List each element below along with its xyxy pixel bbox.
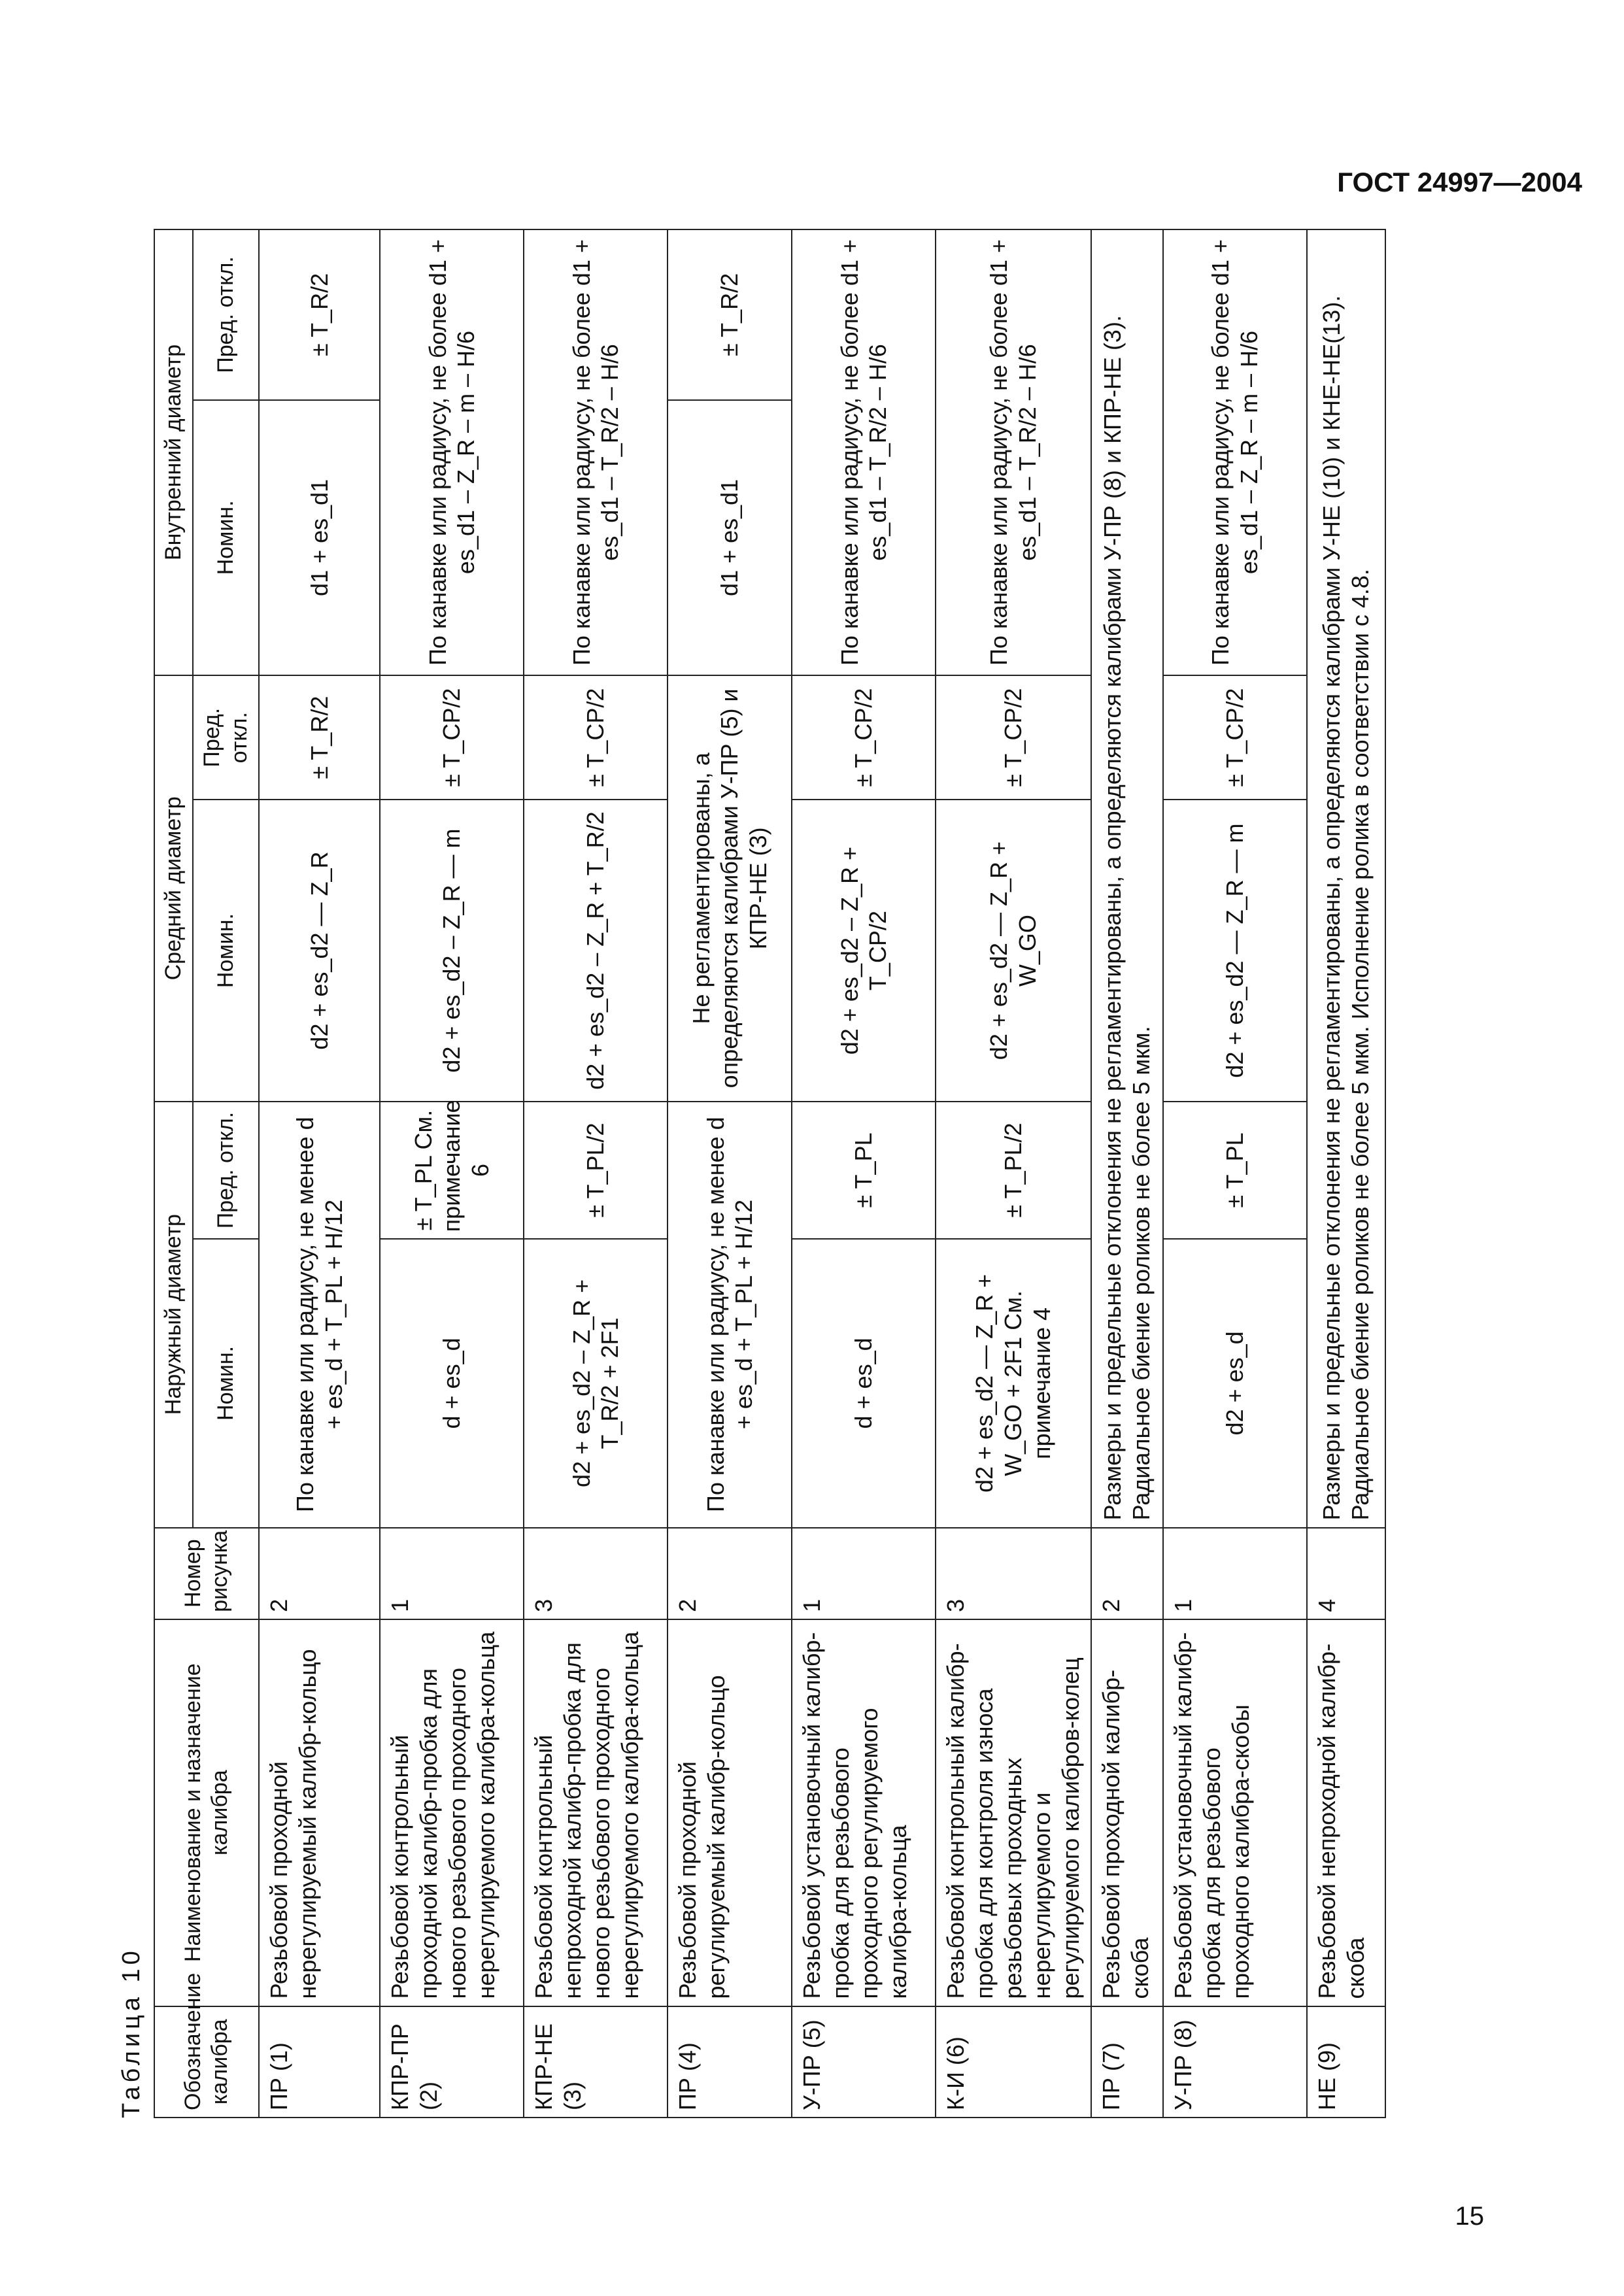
table-cell: ± T_CP/2 xyxy=(524,675,668,800)
table-row xyxy=(792,229,936,2118)
table-cell: d2 + es_d2 — Z_R xyxy=(259,800,380,1101)
table-cell: Резьбовой проходной калибр-скоба xyxy=(1091,1619,1163,2006)
table-cell: d2 + es_d2 — Z_R + W_GO + 2F1 См. примечание 4 xyxy=(936,1239,1091,1527)
table-cell: ПР (4) xyxy=(668,2006,792,2118)
table-cell: d2 + es_d2 – Z_R + T_R/2 xyxy=(524,800,668,1101)
table-cell: d2 + es_d2 – Z_R + T_R/2 + 2F1 xyxy=(524,1239,668,1527)
table-cell: Резьбовой контрольный калибр-пробка для контроля износа резьбовых проходных нерегулируемого и регулируемого калибров-колец xyxy=(936,1619,1091,2006)
table-cell: По канавке или радиусу, не более d1 + es_d1 – Z_R – m – H/6 xyxy=(1163,229,1307,675)
table-cell: По канавке или радиусу, не менее d + es_d + T_PL + H/12 xyxy=(259,1102,380,1528)
table-cell: У-ПР (5) xyxy=(792,2006,936,2118)
table-cell: ± T_R/2 xyxy=(668,229,792,400)
col-pitch-nom: Номин. xyxy=(193,800,259,1101)
col-figure: Номер рисунка xyxy=(154,1528,259,1619)
table-cell: Резьбовой непроходной калибр-скоба xyxy=(1307,1619,1385,2006)
table-cell: Резьбовой проходной регулируемый калибр-кольцо xyxy=(668,1619,792,2006)
table-cell: Резьбовой контрольный проходной калибр-пробка для нового резьбового проходного нерегулируемого калибра-кольца xyxy=(380,1619,524,2006)
table-cell: d2 + es_d2 — Z_R + W_GO xyxy=(936,800,1091,1101)
table-cell: d + es_d xyxy=(792,1239,936,1527)
table-cell: ± T_PL См. примечание 6 xyxy=(380,1102,524,1240)
table-cell: По канавке или радиусу, не более d1 + es_d1 – T_R/2 – H/6 xyxy=(936,229,1091,675)
table-row xyxy=(668,229,792,2118)
table-cell: 2 xyxy=(1091,1528,1163,1619)
table-row xyxy=(1163,229,1307,2118)
table-cell: Резьбовой проходной нерегулируемый калибр-кольцо xyxy=(259,1619,380,2006)
table-row xyxy=(1091,229,1163,2118)
table-cell: ПР (1) xyxy=(259,2006,380,2118)
table-cell: 2 xyxy=(668,1528,792,1619)
table-cell: 3 xyxy=(936,1528,1091,1619)
table-cell: d1 + es_d1 xyxy=(259,400,380,675)
col-inner-diameter: Внутренний диаметр xyxy=(154,229,193,675)
standard-header: ГОСТ 24997—2004 xyxy=(1337,167,1582,197)
table-cell: ± T_PL/2 xyxy=(936,1102,1091,1240)
table-cell: Резьбовой установочный калибр-пробка для резьбового проходного регулируемого калибра-кольца xyxy=(792,1619,936,2006)
table-cell: ± T_PL xyxy=(1163,1102,1307,1240)
table-cell: d1 + es_d1 xyxy=(668,400,792,675)
col-name: Наименование и назначение калибра xyxy=(154,1619,259,2006)
table-cell: 1 xyxy=(380,1528,524,1619)
table-cell: 4 xyxy=(1307,1528,1385,1619)
table-caption: Таблица 10 xyxy=(118,1947,145,2118)
table-cell: Резьбовой контрольный непроходной калибр-пробка для нового резьбового проходного нерегулируемого калибра-кольца xyxy=(524,1619,668,2006)
table-cell: 2 xyxy=(259,1528,380,1619)
table-cell: ± T_PL xyxy=(792,1102,936,1240)
table-row xyxy=(524,229,668,2118)
table-cell: По канавке или радиусу, не более d1 + es_d1 – T_R/2 – H/6 xyxy=(792,229,936,675)
table-cell: ± T_CP/2 xyxy=(936,675,1091,800)
col-designation: Обозначение калибра xyxy=(154,2006,259,2118)
table-cell: d + es_d xyxy=(380,1239,524,1527)
table-cell: По канавке или радиусу, не более d1 + es_d1 – Z_R – m – H/6 xyxy=(380,229,524,675)
table-cell: d2 + es_d2 — Z_R — m xyxy=(1163,800,1307,1101)
col-inner-tol: Пред. откл. xyxy=(193,229,259,400)
table-cell: ± T_R/2 xyxy=(259,675,380,800)
table-cell: d2 + es_d xyxy=(1163,1239,1307,1527)
table-cell: У-ПР (8) xyxy=(1163,2006,1307,2118)
table-row xyxy=(259,229,380,2118)
table-row xyxy=(380,229,524,2118)
table-cell: ± T_R/2 xyxy=(259,229,380,400)
page-number: 15 xyxy=(1455,2202,1484,2231)
col-outer-diameter: Наружный диаметр xyxy=(154,1102,193,1528)
table-cell: КПР-ПР (2) xyxy=(380,2006,524,2118)
table-cell: Не регламентированы, а определяются калибрами У-ПР (5) и КПР-НЕ (3) xyxy=(668,675,792,1102)
table-cell: ± T_CP/2 xyxy=(1163,675,1307,800)
col-outer-nom: Номин. xyxy=(193,1239,259,1527)
table-cell: 3 xyxy=(524,1528,668,1619)
table-cell: Размеры и предельные отклонения не регламентированы, а определяются калибрами У-ПР (8) и КПР-НЕ (3). Радиальное биение роликов не более 5 мкм. xyxy=(1091,229,1163,1528)
table-cell: d2 + es_d2 – Z_R — m xyxy=(380,800,524,1101)
col-inner-nom: Номин. xyxy=(193,400,259,675)
table-cell: КПР-НЕ (3) xyxy=(524,2006,668,2118)
table-cell: 1 xyxy=(1163,1528,1307,1619)
table-cell: По канавке или радиусу, не более d1 + es_d1 – T_R/2 – H/6 xyxy=(524,229,668,675)
table-cell: К-И (6) xyxy=(936,2006,1091,2118)
table-cell: 1 xyxy=(792,1528,936,1619)
table-cell: Размеры и предельные отклонения не регламентированы, а определяются калибрами У-НЕ (10) и КНЕ-НЕ(13). Радиальное биение роликов не более 5 мкм. Исполнение ролика в соответствии с 4.8. xyxy=(1307,229,1385,1528)
table-cell: НЕ (9) xyxy=(1307,2006,1385,2118)
table-row xyxy=(936,229,1091,2118)
table-cell: d2 + es_d2 – Z_R + T_CP/2 xyxy=(792,800,936,1101)
col-outer-tol: Пред. откл. xyxy=(193,1102,259,1240)
table-row xyxy=(1307,229,1385,2118)
gauge-table xyxy=(154,229,1386,2118)
rotated-table-container xyxy=(118,0,1425,2118)
table-cell: ± T_CP/2 xyxy=(792,675,936,800)
col-pitch-tol: Пред. откл. xyxy=(193,675,259,800)
table-cell: Резьбовой установочный калибр-пробка для резьбового проходного калибра-скобы xyxy=(1163,1619,1307,2006)
col-pitch-diameter: Средний диаметр xyxy=(154,675,193,1102)
table-cell: ± T_PL/2 xyxy=(524,1102,668,1240)
table-cell: По канавке или радиусу, не менее d + es_d + T_PL + H/12 xyxy=(668,1102,792,1528)
table-cell: ПР (7) xyxy=(1091,2006,1163,2118)
table-cell: ± T_CP/2 xyxy=(380,675,524,800)
